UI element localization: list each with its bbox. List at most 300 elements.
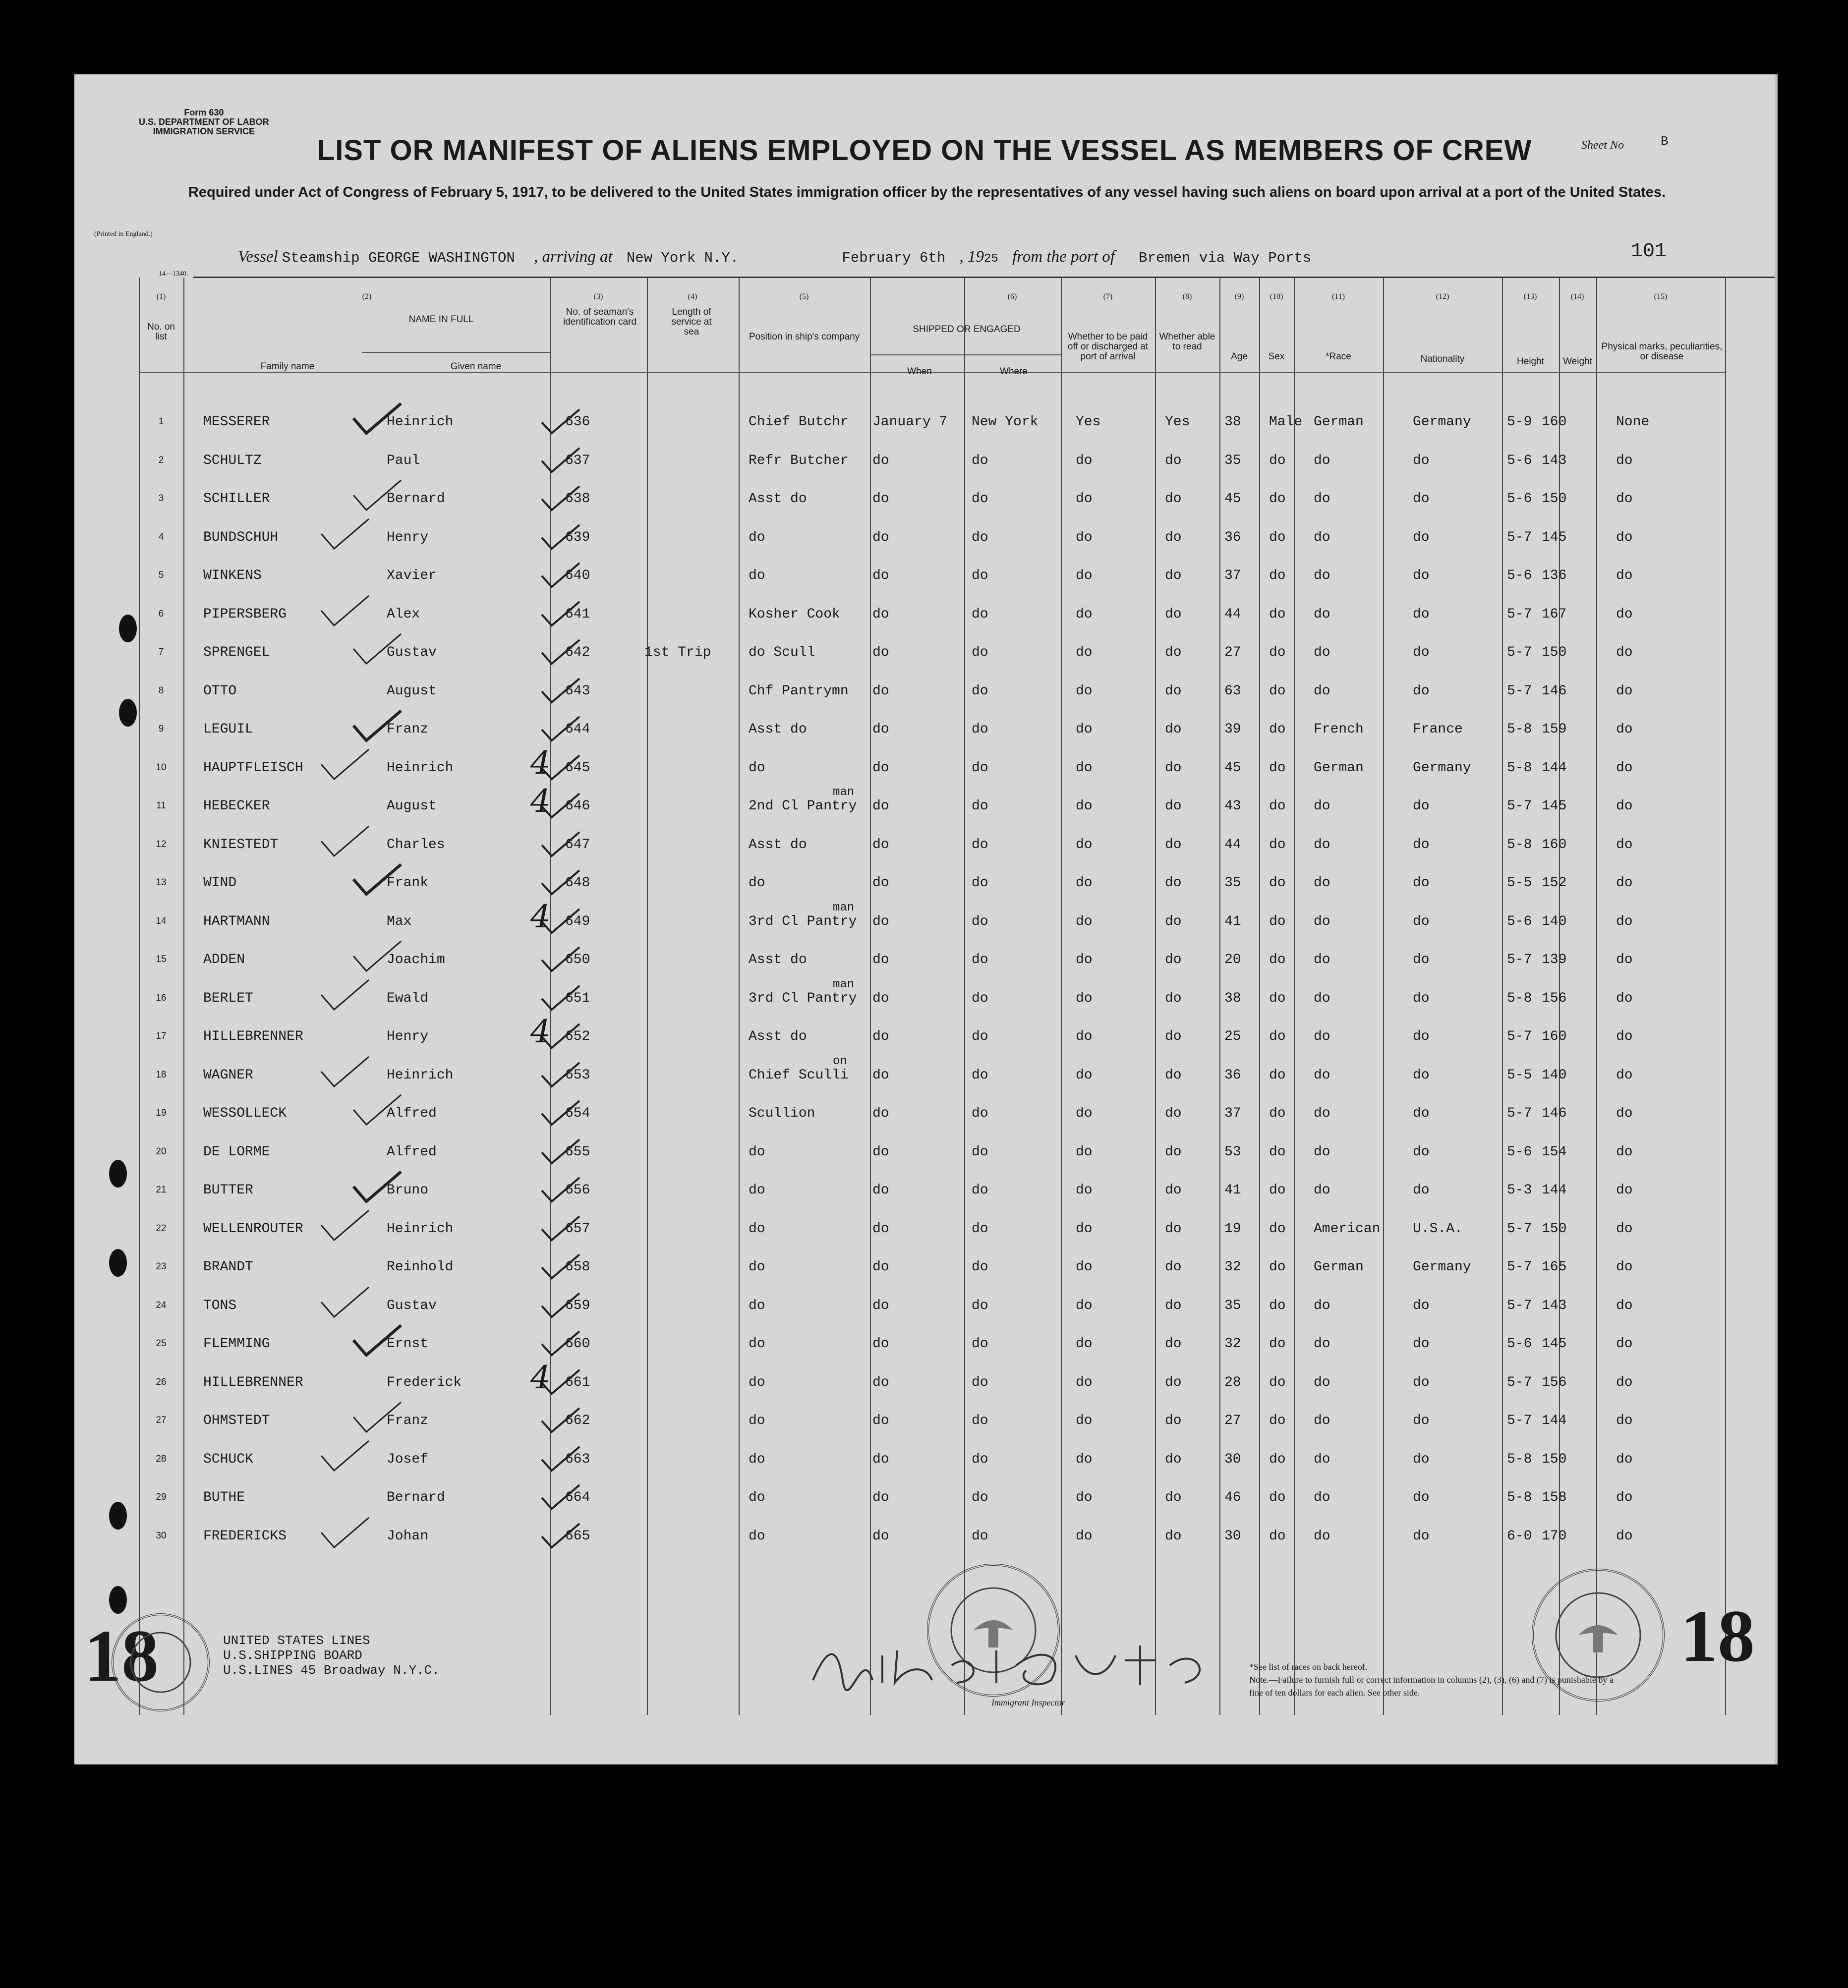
age-cell: 32 [1224, 1259, 1241, 1275]
company-line-2: U.S.SHIPPING BOARD [223, 1648, 362, 1663]
column-rule [183, 278, 184, 1715]
sex-cell: do [1269, 606, 1286, 622]
physical-marks-cell: do [1616, 491, 1633, 507]
able-read-cell: do [1165, 798, 1182, 814]
paid-off-cell: Yes [1076, 414, 1101, 430]
family-name-cell: TONS [203, 1298, 237, 1313]
physical-marks-cell: do [1616, 529, 1633, 545]
given-name-cell: Franz [387, 1413, 429, 1428]
nationality-cell: do [1413, 1336, 1430, 1352]
head-shipped-engaged: SHIPPED OR ENGAGED [913, 324, 1021, 335]
head-where: Where [1000, 366, 1028, 377]
seaman-card-cell: 643 [565, 683, 590, 699]
family-name-cell: PIPERSBERG [203, 606, 287, 622]
able-read-cell: do [1165, 1029, 1182, 1044]
seaman-card-cell: 654 [565, 1106, 590, 1121]
race-cell: do [1314, 683, 1330, 699]
race-cell: do [1314, 1374, 1330, 1390]
age-cell: 36 [1224, 1067, 1241, 1083]
given-name-cell: Bernard [387, 1490, 445, 1505]
given-name-cell: August [387, 798, 437, 814]
shipped-where-cell: do [972, 875, 988, 891]
age-cell: 35 [1224, 453, 1241, 468]
form-number: Form 630 [184, 108, 224, 117]
position-cell: do [749, 1490, 765, 1505]
shipped-where-cell: do [972, 913, 988, 929]
column-rule [1383, 278, 1384, 1715]
sex-cell: do [1269, 453, 1286, 468]
weight-cell: 170 [1542, 1528, 1567, 1544]
weight-cell: 150 [1542, 491, 1567, 507]
able-read-cell: do [1165, 913, 1182, 929]
paid-off-cell: do [1076, 1144, 1093, 1160]
physical-marks-cell: do [1616, 1528, 1633, 1544]
manifest-subtitle: Required under Act of Congress of February 5, 1917, to be delivered to the United States immigration officer by the representatives of any vessel having such aliens on board upon arrival at a port of the United States. [188, 184, 1666, 200]
given-name-cell: Frank [387, 875, 429, 891]
checkmark-icon [317, 594, 372, 628]
nationality-cell: France [1413, 722, 1463, 737]
nationality-cell: Germany [1413, 1259, 1471, 1275]
paid-off-cell: do [1076, 1259, 1093, 1275]
able-read-cell: do [1165, 1528, 1182, 1544]
from-port-value: Bremen via Way Ports [1139, 250, 1312, 266]
position-cell: Asst do [749, 952, 807, 967]
nationality-cell: Germany [1413, 760, 1471, 776]
row-number: 27 [156, 1415, 167, 1425]
family-name-cell: ADDEN [203, 952, 245, 967]
row-number: 9 [158, 724, 164, 734]
able-read-cell: do [1165, 529, 1182, 545]
nationality-cell: do [1413, 837, 1430, 852]
age-cell: 38 [1224, 990, 1241, 1006]
column-rule [1502, 278, 1503, 1715]
family-name-cell: KNIESTEDT [203, 837, 279, 852]
paid-off-cell: do [1076, 683, 1093, 699]
shipped-where-cell: do [972, 568, 988, 583]
seaman-card-cell: 658 [565, 1259, 590, 1275]
position-cell: do [749, 1144, 765, 1160]
race-cell: do [1314, 1490, 1330, 1505]
family-name-cell: FREDERICKS [203, 1528, 287, 1544]
sex-cell: do [1269, 875, 1286, 891]
family-name-cell: BRANDT [203, 1259, 253, 1275]
weight-cell: 160 [1542, 837, 1567, 852]
consulate-seal-left [112, 1613, 210, 1711]
height-cell: 5-7 [1507, 1259, 1532, 1275]
position-cell: do Scull [749, 645, 815, 660]
position-cell: do [749, 875, 765, 891]
shipped-where-cell: do [972, 722, 988, 737]
row-number: 22 [156, 1223, 167, 1234]
position-cell: do [749, 1259, 765, 1275]
able-read-cell: do [1165, 1336, 1182, 1352]
handwritten-mark: 4 [530, 744, 551, 782]
weight-cell: 160 [1542, 414, 1567, 430]
able-read-cell: do [1165, 1106, 1182, 1121]
weight-cell: 154 [1542, 1144, 1567, 1160]
checkmark-icon [317, 1439, 372, 1474]
shipped-when-cell: do [872, 1106, 889, 1121]
able-read-cell: do [1165, 1298, 1182, 1313]
shipped-where-cell: do [972, 1374, 988, 1390]
able-read-cell: do [1165, 1067, 1182, 1083]
shipped-where-cell: do [972, 1336, 988, 1352]
race-cell: do [1314, 875, 1330, 891]
head-family-name: Family name [260, 361, 315, 372]
paid-off-cell: do [1076, 875, 1093, 891]
age-cell: 63 [1224, 683, 1241, 699]
nationality-cell: do [1413, 568, 1430, 583]
seal-ring-icon [114, 1615, 208, 1709]
shipped-when-cell: January 7 [872, 414, 948, 430]
physical-marks-cell: do [1616, 1298, 1633, 1313]
paid-off-cell: do [1076, 1298, 1093, 1313]
height-cell: 5-8 [1507, 1490, 1532, 1505]
seaman-card-cell: 642 [565, 645, 590, 660]
column-number: (15) [1654, 292, 1668, 301]
sex-cell: do [1269, 760, 1286, 776]
shipped-when-cell: do [872, 1259, 889, 1275]
physical-marks-cell: do [1616, 1490, 1633, 1505]
checkmark-icon [317, 824, 372, 859]
weight-cell: 156 [1542, 1374, 1567, 1390]
paid-off-cell: do [1076, 1029, 1093, 1044]
column-number: (10) [1270, 292, 1283, 301]
row-number: 8 [158, 685, 164, 696]
position-cell: do [749, 568, 765, 583]
sheet-number-right: 18 [1680, 1595, 1755, 1677]
race-cell: French [1314, 722, 1364, 737]
nationality-cell: do [1413, 1374, 1430, 1390]
seaman-card-cell: 662 [565, 1413, 590, 1428]
row-number: 3 [158, 493, 164, 504]
shipped-when-cell: do [872, 491, 889, 507]
column-rule [1259, 278, 1260, 1715]
paid-off-cell: do [1076, 568, 1093, 583]
family-name-cell: OTTO [203, 683, 237, 699]
seaman-card-cell: 661 [565, 1374, 590, 1390]
nationality-cell: do [1413, 1413, 1430, 1428]
binding-hole [109, 1249, 127, 1277]
paid-off-cell: do [1076, 952, 1093, 967]
physical-marks-cell: do [1616, 683, 1633, 699]
head-weight: Weight [1563, 356, 1592, 367]
head-age: Age [1231, 351, 1248, 362]
able-read-cell: do [1165, 952, 1182, 967]
weight-cell: 150 [1542, 1451, 1567, 1467]
race-cell: American [1314, 1221, 1381, 1237]
column-number: (5) [799, 292, 809, 301]
sex-cell: do [1269, 683, 1286, 699]
seaman-card-cell: 651 [565, 990, 590, 1006]
weight-cell: 167 [1542, 606, 1567, 622]
shipped-where-cell: do [972, 606, 988, 622]
shipped-where-cell: do [972, 798, 988, 814]
nationality-cell: do [1413, 798, 1430, 814]
paid-off-cell: do [1076, 760, 1093, 776]
seaman-card-cell: 650 [565, 952, 590, 967]
position-cell: Scullion [749, 1106, 815, 1121]
length-service-cell: 1st Trip [644, 645, 711, 660]
shipped-when-cell: do [872, 1298, 889, 1313]
shipped-where-cell: do [972, 1259, 988, 1275]
manifest-title: LIST OR MANIFEST OF ALIENS EMPLOYED ON THE VESSEL AS MEMBERS OF CREW [317, 134, 1532, 167]
race-cell: do [1314, 1413, 1330, 1428]
paid-off-cell: do [1076, 529, 1093, 545]
vessel-value: Steamship GEORGE WASHINGTON [282, 250, 515, 266]
height-cell: 5-7 [1507, 683, 1532, 699]
shipped-when-cell: do [872, 1221, 889, 1237]
family-name-cell: FLEMMING [203, 1336, 270, 1352]
given-name-cell: Paul [387, 453, 420, 468]
family-name-cell: SCHULTZ [203, 453, 262, 468]
race-cell: do [1314, 1451, 1330, 1467]
height-cell: 5-8 [1507, 722, 1532, 737]
position-cell: Chief Butchr [749, 414, 849, 430]
given-name-cell: Franz [387, 722, 429, 737]
checkmark-icon [317, 517, 372, 552]
given-name-cell: Johan [387, 1528, 429, 1544]
sheet-number-label: Sheet No [1581, 139, 1624, 152]
family-name-cell: SCHUCK [203, 1451, 253, 1467]
paid-off-cell: do [1076, 1413, 1093, 1428]
column-rule [550, 278, 551, 1715]
seaman-card-cell: 645 [565, 760, 590, 776]
race-cell: do [1314, 1298, 1330, 1313]
sex-cell: do [1269, 1451, 1286, 1467]
head-physical-marks: Physical marks, peculiarities, or disease [1601, 341, 1723, 362]
shipped-when-cell: do [872, 1528, 889, 1544]
able-read-cell: do [1165, 1221, 1182, 1237]
height-cell: 5-5 [1507, 875, 1532, 891]
physical-marks-cell: do [1616, 1067, 1633, 1083]
column-number: (7) [1103, 292, 1113, 301]
given-name-cell: Charles [387, 837, 445, 852]
paid-off-cell: do [1076, 1067, 1093, 1083]
family-name-cell: BUTHE [203, 1490, 245, 1505]
physical-marks-cell: do [1616, 1374, 1633, 1390]
nationality-cell: do [1413, 1183, 1430, 1198]
printed-in-note: (Printed in England.) [94, 230, 153, 238]
height-cell: 5-7 [1507, 952, 1532, 967]
year-value: 25 [983, 252, 998, 266]
height-cell: 5-6 [1507, 913, 1532, 929]
column-number: (14) [1570, 292, 1584, 301]
family-name-cell: OHMSTEDT [203, 1413, 270, 1428]
column-rule [647, 278, 648, 1715]
column-rule [964, 278, 965, 1715]
physical-marks-cell: do [1616, 722, 1633, 737]
row-number: 7 [158, 647, 164, 657]
physical-marks-cell: None [1616, 414, 1650, 430]
sex-cell: do [1269, 1413, 1286, 1428]
able-read-cell: do [1165, 645, 1182, 660]
height-cell: 5-3 [1507, 1183, 1532, 1198]
height-cell: 6-0 [1507, 1528, 1532, 1544]
row-number: 21 [156, 1185, 167, 1195]
shipped-subhead-rule [870, 354, 1061, 355]
weight-cell: 150 [1542, 645, 1567, 660]
row-number: 20 [156, 1146, 167, 1157]
shipped-when-cell: do [872, 837, 889, 852]
weight-cell: 140 [1542, 1067, 1567, 1083]
age-cell: 39 [1224, 722, 1241, 737]
inspector-label: Immigrant Inspector [991, 1698, 1065, 1707]
physical-marks-cell: do [1616, 952, 1633, 967]
age-cell: 44 [1224, 606, 1241, 622]
nationality-cell: U.S.A. [1413, 1221, 1463, 1237]
checkmark-icon [317, 1055, 372, 1089]
seaman-card-cell: 663 [565, 1451, 590, 1467]
seaman-card-cell: 660 [565, 1336, 590, 1352]
physical-marks-cell: do [1616, 1221, 1633, 1237]
seaman-card-cell: 640 [565, 568, 590, 583]
binding-hole [119, 699, 137, 727]
race-cell: German [1314, 760, 1364, 776]
race-cell: do [1314, 453, 1330, 468]
position-cell: do [749, 760, 765, 776]
able-read-cell: do [1165, 1183, 1182, 1198]
race-cell: do [1314, 1336, 1330, 1352]
head-seaman-card: No. of seaman's identification card [563, 307, 636, 327]
sex-cell: do [1269, 837, 1286, 852]
binding-hole [109, 1502, 127, 1530]
checkmark-icon [317, 1208, 372, 1243]
head-height: Height [1517, 356, 1544, 367]
nationality-cell: do [1413, 1029, 1430, 1044]
race-cell: do [1314, 491, 1330, 507]
shipped-where-cell: do [972, 645, 988, 660]
agency-line-2: IMMIGRATION SERVICE [153, 126, 255, 136]
agency-line-1: U.S. DEPARTMENT OF LABOR [139, 117, 269, 127]
height-cell: 5-7 [1507, 645, 1532, 660]
physical-marks-cell: do [1616, 990, 1633, 1006]
position-cell: Asst do [749, 722, 807, 737]
row-number: 25 [156, 1338, 167, 1349]
able-read-cell: do [1165, 568, 1182, 583]
paid-off-cell: do [1076, 645, 1093, 660]
physical-marks-cell: do [1616, 1029, 1633, 1044]
shipped-where-cell: do [972, 990, 988, 1006]
shipped-where-cell: do [972, 1067, 988, 1083]
sex-cell: do [1269, 491, 1286, 507]
sex-cell: do [1269, 1374, 1286, 1390]
shipped-when-cell: do [872, 529, 889, 545]
position-continuation: on [833, 1054, 847, 1068]
column-rule [1061, 278, 1062, 1715]
age-cell: 53 [1224, 1144, 1241, 1160]
family-name-cell: SCHILLER [203, 491, 270, 507]
physical-marks-cell: do [1616, 1106, 1633, 1121]
head-able-read: Whether able to read [1159, 332, 1215, 352]
weight-cell: 145 [1542, 798, 1567, 814]
position-continuation: man [833, 977, 855, 991]
given-name-cell: Heinrich [387, 1221, 454, 1237]
head-race: *Race [1326, 351, 1351, 362]
row-number: 11 [156, 800, 166, 811]
able-read-cell: do [1165, 1490, 1182, 1505]
shipped-where-cell: New York [972, 414, 1039, 430]
sex-cell: do [1269, 1298, 1286, 1313]
position-cell: Refr Butcher [749, 453, 849, 468]
arriving-value: New York N.Y. [626, 250, 739, 266]
height-cell: 5-7 [1507, 1029, 1532, 1044]
sex-cell: do [1269, 722, 1286, 737]
given-name-cell: Alfred [387, 1144, 437, 1160]
shipped-where-cell: do [972, 453, 988, 468]
row-number: 23 [156, 1261, 167, 1272]
seaman-card-cell: 648 [565, 875, 590, 891]
shipped-where-cell: do [972, 1221, 988, 1237]
year-label: , 19 [959, 248, 984, 266]
physical-marks-cell: do [1616, 645, 1633, 660]
sex-cell: do [1269, 529, 1286, 545]
column-number: (9) [1234, 292, 1244, 301]
family-name-cell: LEGUIL [203, 722, 253, 737]
paid-off-cell: do [1076, 1528, 1093, 1544]
shipped-when-cell: do [872, 952, 889, 967]
age-cell: 41 [1224, 1183, 1241, 1198]
position-cell: Chf Pantrymn [749, 683, 849, 699]
position-cell: do [749, 1183, 765, 1198]
nationality-cell: do [1413, 645, 1430, 660]
height-cell: 5-9 [1507, 414, 1532, 430]
shipped-when-cell: do [872, 1451, 889, 1467]
weight-cell: 146 [1542, 683, 1567, 699]
family-name-cell: WAGNER [203, 1067, 253, 1083]
sheet-number-left: 18 [84, 1615, 159, 1697]
paid-off-cell: do [1076, 453, 1093, 468]
seaman-card-cell: 652 [565, 1029, 590, 1044]
head-paid-off: Whether to be paid off or discharged at port of arrival [1067, 332, 1149, 362]
family-name-cell: HARTMANN [203, 913, 270, 929]
head-position: Position in ship's company [749, 332, 860, 342]
seaman-card-cell: 665 [565, 1528, 590, 1544]
seaman-card-cell: 636 [565, 414, 590, 430]
nationality-cell: do [1413, 606, 1430, 622]
sex-cell: do [1269, 1144, 1286, 1160]
family-name-cell: BERLET [203, 990, 253, 1006]
column-rule [1219, 278, 1220, 1715]
shipped-where-cell: do [972, 1298, 988, 1313]
column-rule [1725, 278, 1726, 1715]
row-number: 12 [156, 839, 167, 850]
seaman-card-cell: 657 [565, 1221, 590, 1237]
shipped-where-cell: do [972, 1413, 988, 1428]
sex-cell: do [1269, 952, 1286, 967]
family-name-cell: MESSERER [203, 414, 270, 430]
shipped-where-cell: do [972, 1490, 988, 1505]
age-cell: 19 [1224, 1221, 1241, 1237]
shipped-when-cell: do [872, 453, 889, 468]
able-read-cell: do [1165, 1413, 1182, 1428]
column-number: (3) [593, 292, 603, 301]
position-cell: 3rd Cl Pantry [749, 913, 857, 929]
paid-off-cell: do [1076, 722, 1093, 737]
checkmark-icon [317, 747, 372, 782]
position-continuation: man [833, 901, 855, 914]
able-read-cell: do [1165, 1374, 1182, 1390]
given-name-cell: Max [387, 913, 412, 929]
weight-cell: 152 [1542, 875, 1567, 891]
seaman-card-cell: 641 [565, 606, 590, 622]
weight-cell: 165 [1542, 1259, 1567, 1275]
row-number: 16 [156, 992, 167, 1003]
shipped-when-cell: do [872, 1144, 889, 1160]
shipped-where-cell: do [972, 1183, 988, 1198]
family-name-cell: HAUPTFLEISCH [203, 760, 303, 776]
row-number: 2 [158, 454, 164, 465]
